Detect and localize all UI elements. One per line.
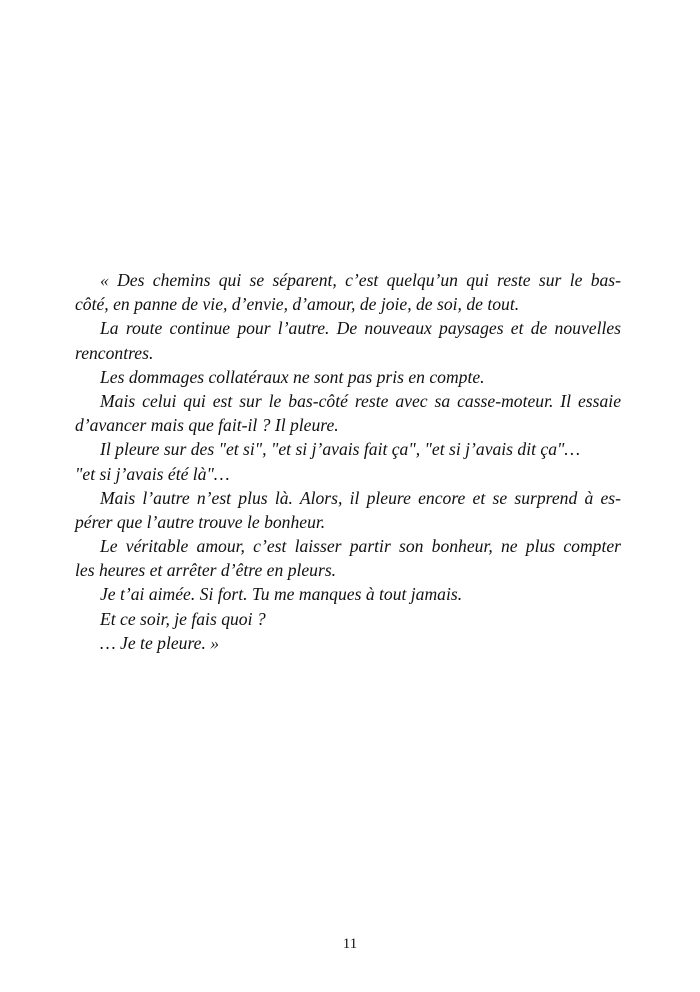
text-line-8: Il pleure sur des "et si", "et si j’avais fait ça", "et si j’avais dit ça"…: [100, 439, 581, 460]
text-line-4: rencontres.: [75, 342, 154, 363]
text-line-5: Les dommages collatéraux ne sont pas pris en compte.: [100, 366, 485, 387]
text-line-1: « Des chemins qui se séparent, c’est quelqu’un qui reste sur le bas-: [100, 270, 621, 290]
text-line-6: Mais celui qui est sur le bas-côté reste avec sa casse-moteur. Il essaie: [100, 390, 621, 411]
text-line-15: Et ce soir, je fais quoi ?: [100, 608, 266, 629]
poem-text: [75, 268, 621, 655]
text-line-3: La route continue pour l’autre. De nouveaux paysages et de nouvelles: [100, 318, 621, 339]
text-line-9: "et si j’avais été là"…: [75, 463, 230, 484]
page-number: 11: [342, 936, 358, 952]
text-line-16: … Je te pleure. »: [100, 632, 220, 653]
text-line-14: Je t’ai aimée. Si fort. Tu me manques à tout jamais.: [100, 584, 463, 605]
text-line-11: pérer que l’autre trouve le bonheur.: [75, 511, 326, 532]
text-line-12: Le véritable amour, c’est laisser partir son bonheur, ne plus compter: [100, 536, 621, 557]
text-line-2: côté, en panne de vie, d’envie, d’amour, de joie, de soi, de tout.: [75, 294, 520, 315]
text-line-10: Mais l’autre n’est plus là. Alors, il pleure encore et se surprend à es-: [100, 487, 621, 508]
text-line-13: les heures et arrêter d’être en pleurs.: [75, 560, 337, 581]
text-line-7: d’avancer mais que fait-il ? Il pleure.: [75, 415, 339, 436]
